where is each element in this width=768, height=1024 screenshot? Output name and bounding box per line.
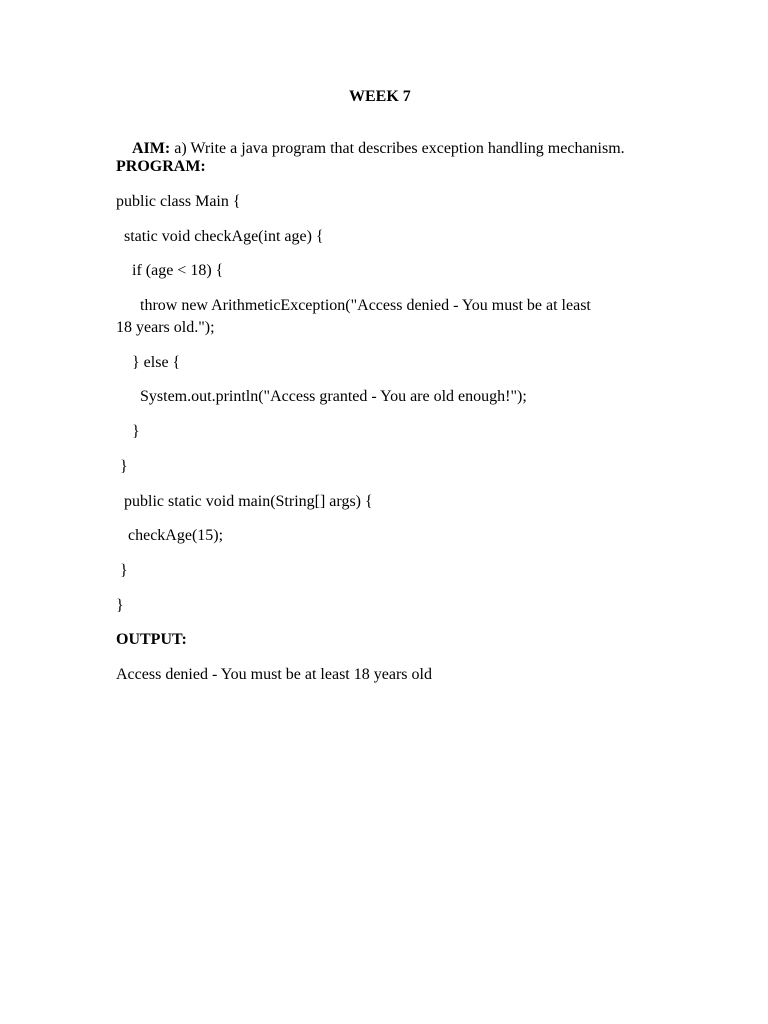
- program-label: PROGRAM:: [116, 158, 206, 175]
- page-title: WEEK 7: [349, 88, 411, 105]
- output-label: OUTPUT:: [116, 631, 187, 648]
- code-line: throw new ArithmeticException("Access denied - You must be at least: [116, 297, 591, 314]
- code-line: 18 years old.");: [116, 319, 215, 336]
- code-line: static void checkAge(int age) {: [116, 228, 324, 245]
- code-line: } else {: [116, 354, 181, 371]
- code-line: System.out.println("Access granted - You are old enough!");: [116, 388, 527, 405]
- code-line: public class Main {: [116, 193, 241, 210]
- code-line: if (age < 18) {: [116, 262, 224, 279]
- aim-label: AIM:: [132, 140, 171, 157]
- code-line: }: [116, 562, 128, 579]
- code-line: }: [116, 423, 140, 440]
- code-line: }: [116, 458, 128, 475]
- aim-text: a) Write a java program that describes exception handling mechanism.: [170, 140, 625, 157]
- code-line: }: [116, 597, 124, 614]
- code-line: public static void main(String[] args) {: [116, 493, 373, 510]
- output-text: Access denied - You must be at least 18 years old: [116, 666, 432, 683]
- code-line: checkAge(15);: [116, 527, 224, 544]
